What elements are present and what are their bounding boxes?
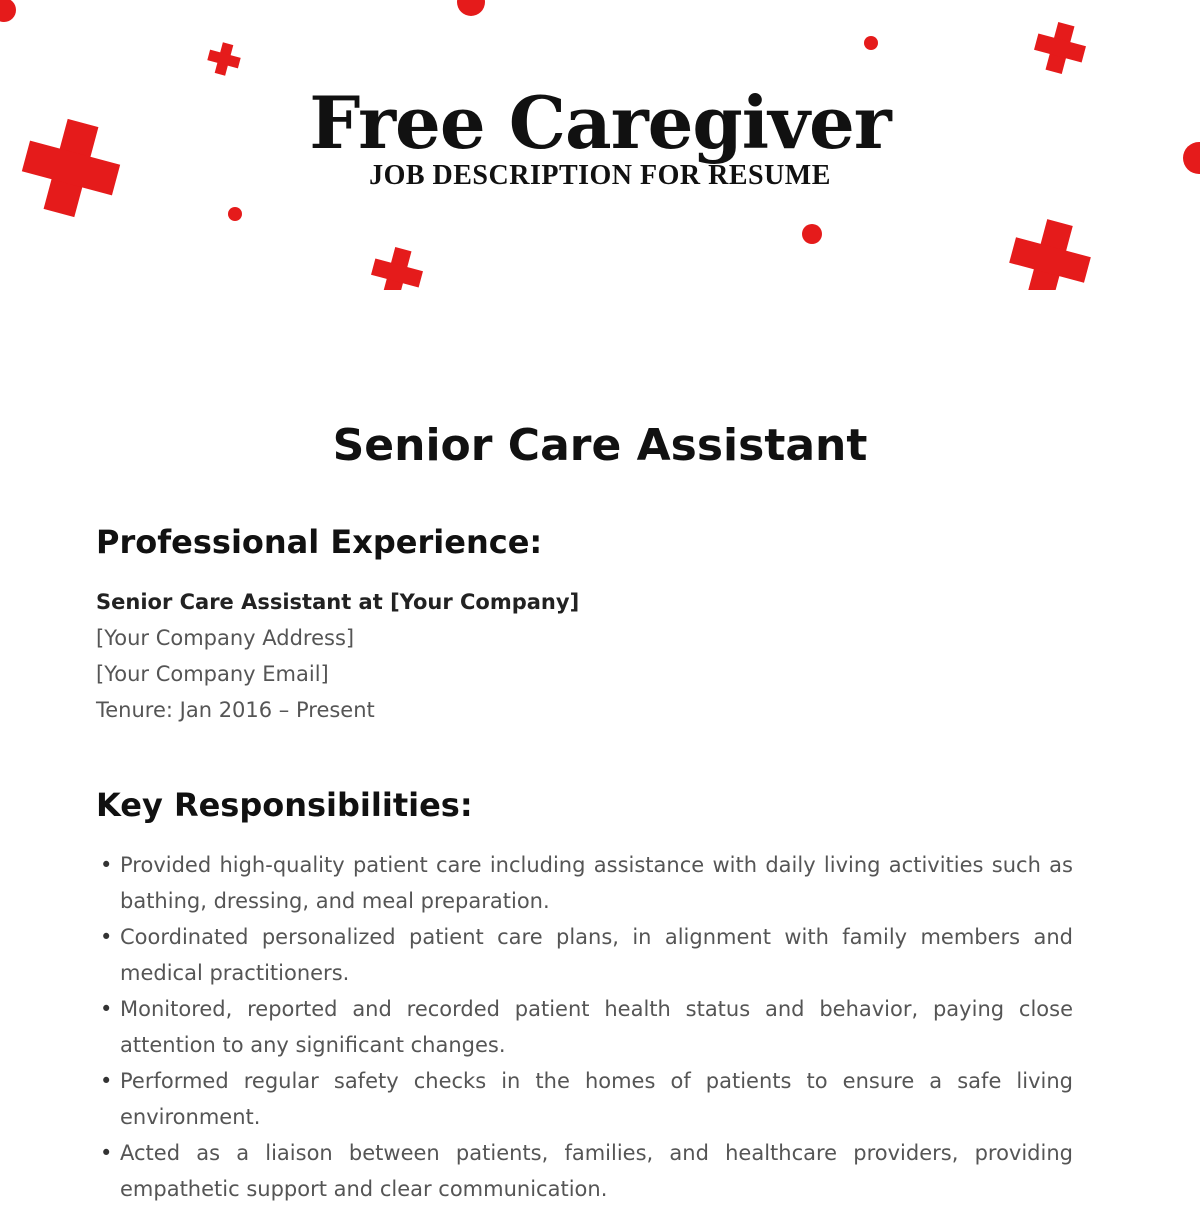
list-item — [96, 991, 1073, 1063]
list-item — [96, 919, 1073, 991]
banner-title: Free Caregiver — [309, 80, 891, 165]
list-item — [96, 847, 1073, 919]
document-title: Senior Care Assistant — [332, 420, 868, 471]
banner-subtitle: JOB DESCRIPTION FOR RESUME — [369, 160, 831, 191]
experience-heading: Professional Experience: — [96, 523, 543, 561]
document-content — [96, 518, 1073, 1207]
red-dot-icon — [457, 0, 485, 16]
bullet-icon: • — [100, 997, 113, 1021]
bullet-icon: • — [100, 1141, 113, 1165]
list-item — [96, 1135, 1073, 1207]
red-cross-icon — [1006, 216, 1094, 290]
red-dot-icon — [0, 0, 16, 22]
red-dot-icon — [228, 207, 242, 221]
list-item-text: Performed regular safety checks in the homes of patients to ensure a safe living environment. — [120, 1069, 1073, 1129]
list-item — [96, 1063, 1073, 1135]
list-item-text: Provided high-quality patient care including assistance with daily living activities such as bathing, dressing, and meal preparation. — [120, 853, 1073, 913]
red-cross-icon — [369, 245, 425, 290]
red-cross-icon — [206, 41, 242, 77]
header-banner — [0, 0, 1200, 290]
list-item-text: Monitored, reported and recorded patient health status and behavior, paying close attention to any significant changes. — [120, 997, 1073, 1057]
list-item-text: Coordinated personalized patient care plans, in alignment with family members and medical practitioners. — [120, 925, 1073, 985]
responsibilities-list — [96, 847, 1073, 1207]
experience-tenure: Tenure: Jan 2016 – Present — [96, 698, 375, 722]
bullet-icon: • — [100, 853, 113, 877]
responsibilities-heading: Key Responsibilities: — [96, 786, 473, 824]
red-dot-icon — [802, 224, 822, 244]
bullet-icon: • — [100, 925, 113, 949]
red-dot-icon — [864, 36, 878, 50]
list-item-text: Acted as a liaison between patients, families, and healthcare providers, providing empathetic support and clear communication. — [120, 1141, 1073, 1201]
bullet-icon: • — [100, 1069, 113, 1093]
experience-role: Senior Care Assistant at [Your Company] — [96, 590, 580, 614]
experience-address: [Your Company Address] — [96, 626, 355, 650]
experience-email: [Your Company Email] — [96, 662, 329, 686]
red-cross-icon — [1032, 20, 1088, 76]
experience-details — [96, 584, 1073, 728]
